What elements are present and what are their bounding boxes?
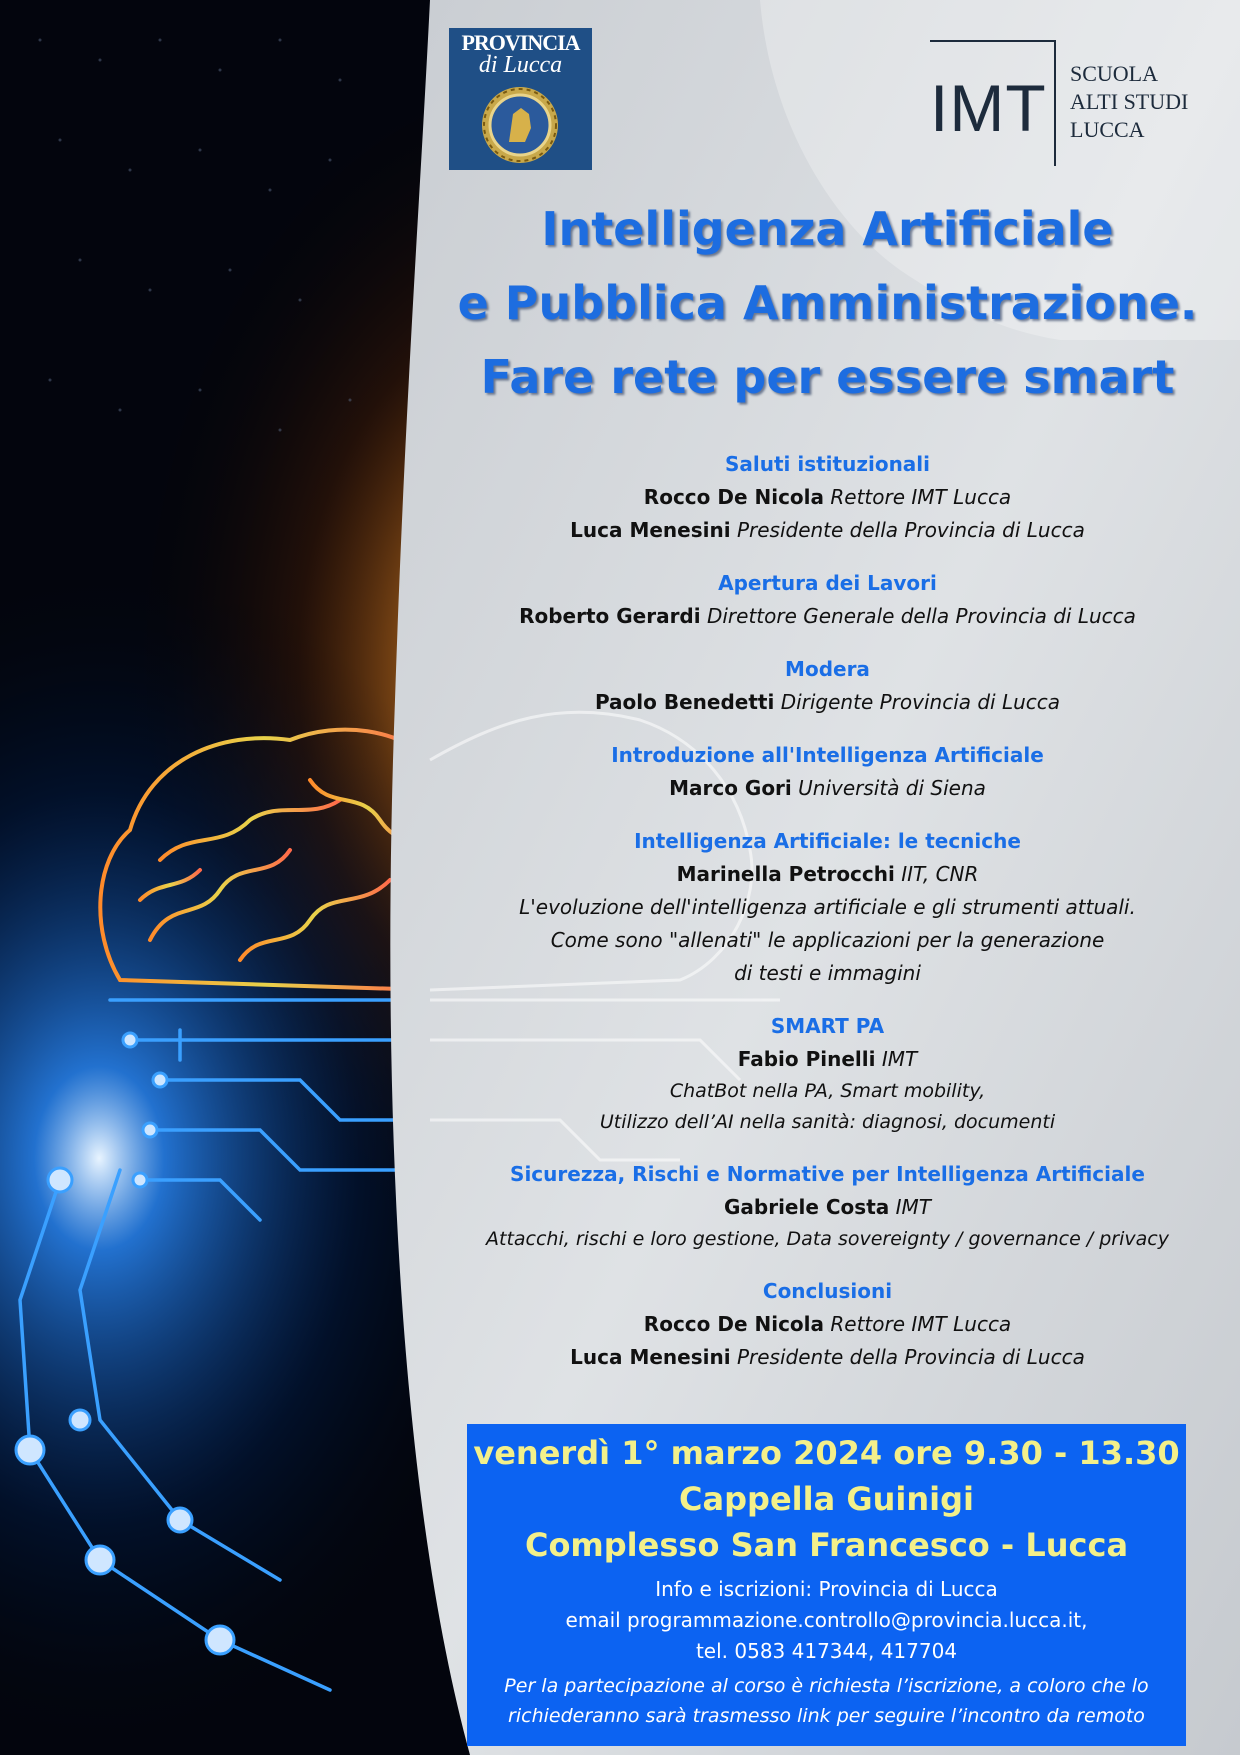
section-modera bbox=[420, 653, 1235, 719]
speaker-line bbox=[420, 1341, 1235, 1374]
speaker-role: IMT bbox=[895, 1195, 931, 1219]
imt-line-3: LUCCA bbox=[1070, 117, 1145, 142]
speaker-line bbox=[420, 514, 1235, 547]
event-info-box bbox=[467, 1424, 1186, 1746]
section-conclusioni bbox=[420, 1275, 1235, 1374]
section-heading: SMART PA bbox=[770, 1014, 885, 1038]
speaker-line bbox=[420, 1308, 1235, 1341]
talk-description: L'evoluzione dell'intelligenza artificiale e gli strumenti attuali. bbox=[519, 895, 1136, 919]
speaker-role: Rettore IMT Lucca bbox=[830, 1312, 1012, 1336]
speaker-role: Università di Siena bbox=[798, 776, 986, 800]
contact-phone[interactable]: tel. 0583 417344, 417704 bbox=[695, 1639, 958, 1663]
speaker-line bbox=[420, 858, 1235, 891]
speaker-name: Marco Gori bbox=[669, 776, 792, 800]
talk-description: Attacchi, rischi e loro gestione, Data sovereignty / governance / privacy bbox=[486, 1228, 1169, 1250]
registration-note: Per la partecipazione al corso è richiesta l’iscrizione, a coloro che lo bbox=[504, 1675, 1149, 1697]
speaker-name: Rocco De Nicola bbox=[643, 485, 825, 509]
speaker-role: Direttore Generale della Provincia di Lucca bbox=[706, 604, 1136, 628]
event-venue: Cappella Guinigi bbox=[679, 1480, 974, 1518]
program-list bbox=[420, 448, 1235, 1394]
speaker-line bbox=[420, 686, 1235, 719]
title-line-3: Fare rete per essere smart bbox=[480, 350, 1175, 404]
event-title bbox=[440, 192, 1215, 414]
speaker-role: IMT bbox=[881, 1047, 918, 1071]
speaker-name: Gabriele Costa bbox=[723, 1195, 890, 1219]
speaker-name: Fabio Pinelli bbox=[737, 1047, 876, 1071]
speaker-name: Luca Menesini bbox=[570, 1345, 731, 1369]
speaker-role: Presidente della Provincia di Lucca bbox=[736, 1345, 1085, 1369]
section-heading: Apertura dei Lavori bbox=[718, 571, 937, 595]
event-date: venerdì 1° marzo 2024 ore 9.30 - 13.30 bbox=[473, 1434, 1180, 1472]
logo-text-di-lucca: di Lucca bbox=[478, 52, 563, 78]
speaker-name: Luca Menesini bbox=[570, 518, 731, 542]
imt-logo bbox=[930, 40, 1200, 168]
speaker-role: IIT, CNR bbox=[901, 862, 979, 886]
logo-text-provincia: PROVINCIA bbox=[461, 30, 580, 55]
speaker-name: Marinella Petrocchi bbox=[676, 862, 895, 886]
title-line-1: Intelligenza Artificiale bbox=[541, 202, 1114, 256]
speaker-line bbox=[420, 1191, 1235, 1224]
speaker-role: Dirigente Provincia di Lucca bbox=[780, 690, 1061, 714]
speaker-line bbox=[420, 600, 1235, 633]
section-saluti bbox=[420, 448, 1235, 547]
section-apertura bbox=[420, 567, 1235, 633]
section-heading: Modera bbox=[785, 657, 870, 681]
section-heading: Intelligenza Artificiale: le tecniche bbox=[634, 829, 1021, 853]
contact-info: Info e iscrizioni: Provincia di Lucca bbox=[655, 1577, 998, 1601]
speaker-name: Rocco De Nicola bbox=[643, 1312, 825, 1336]
registration-note: richiederanno sarà trasmesso link per seguire l’incontro da remoto bbox=[508, 1705, 1145, 1727]
speaker-line bbox=[420, 1043, 1235, 1076]
imt-mark-text: IMT bbox=[930, 71, 1047, 145]
speaker-line bbox=[420, 481, 1235, 514]
talk-description: Come sono "allenati" le applicazioni per la generazione bbox=[550, 928, 1105, 952]
talk-description: Utilizzo dell’AI nella sanità: diagnosi, documenti bbox=[599, 1111, 1056, 1133]
section-smart-pa bbox=[420, 1010, 1235, 1138]
speaker-line bbox=[420, 772, 1235, 805]
imt-school-name bbox=[1070, 60, 1188, 144]
section-heading: Conclusioni bbox=[762, 1279, 893, 1303]
section-heading: Saluti istituzionali bbox=[724, 452, 931, 476]
section-intro bbox=[420, 739, 1235, 805]
imt-line-1: SCUOLA bbox=[1070, 61, 1159, 86]
speaker-name: Roberto Gerardi bbox=[519, 604, 701, 628]
imt-mark bbox=[930, 40, 1056, 166]
section-tecniche bbox=[420, 825, 1235, 990]
imt-line-2: ALTI STUDI bbox=[1070, 89, 1189, 114]
section-sicurezza bbox=[420, 1158, 1235, 1255]
title-line-2: e Pubblica Amministrazione. bbox=[457, 276, 1198, 330]
section-heading: Sicurezza, Rischi e Normative per Intelligenza Artificiale bbox=[510, 1162, 1145, 1186]
speaker-role: Rettore IMT Lucca bbox=[830, 485, 1012, 509]
talk-description: ChatBot nella PA, Smart mobility, bbox=[669, 1080, 986, 1102]
speaker-role: Presidente della Provincia di Lucca bbox=[736, 518, 1085, 542]
section-heading: Introduzione all'Intelligenza Artificiale bbox=[611, 743, 1044, 767]
contact-email[interactable]: email programmazione.controllo@provincia.lucca.it, bbox=[565, 1608, 1088, 1632]
coat-of-arms-icon bbox=[479, 84, 561, 166]
provincia-lucca-logo bbox=[449, 28, 592, 170]
talk-description: di testi e immagini bbox=[734, 961, 921, 985]
event-address: Complesso San Francesco - Lucca bbox=[524, 1526, 1129, 1564]
speaker-name: Paolo Benedetti bbox=[594, 690, 775, 714]
